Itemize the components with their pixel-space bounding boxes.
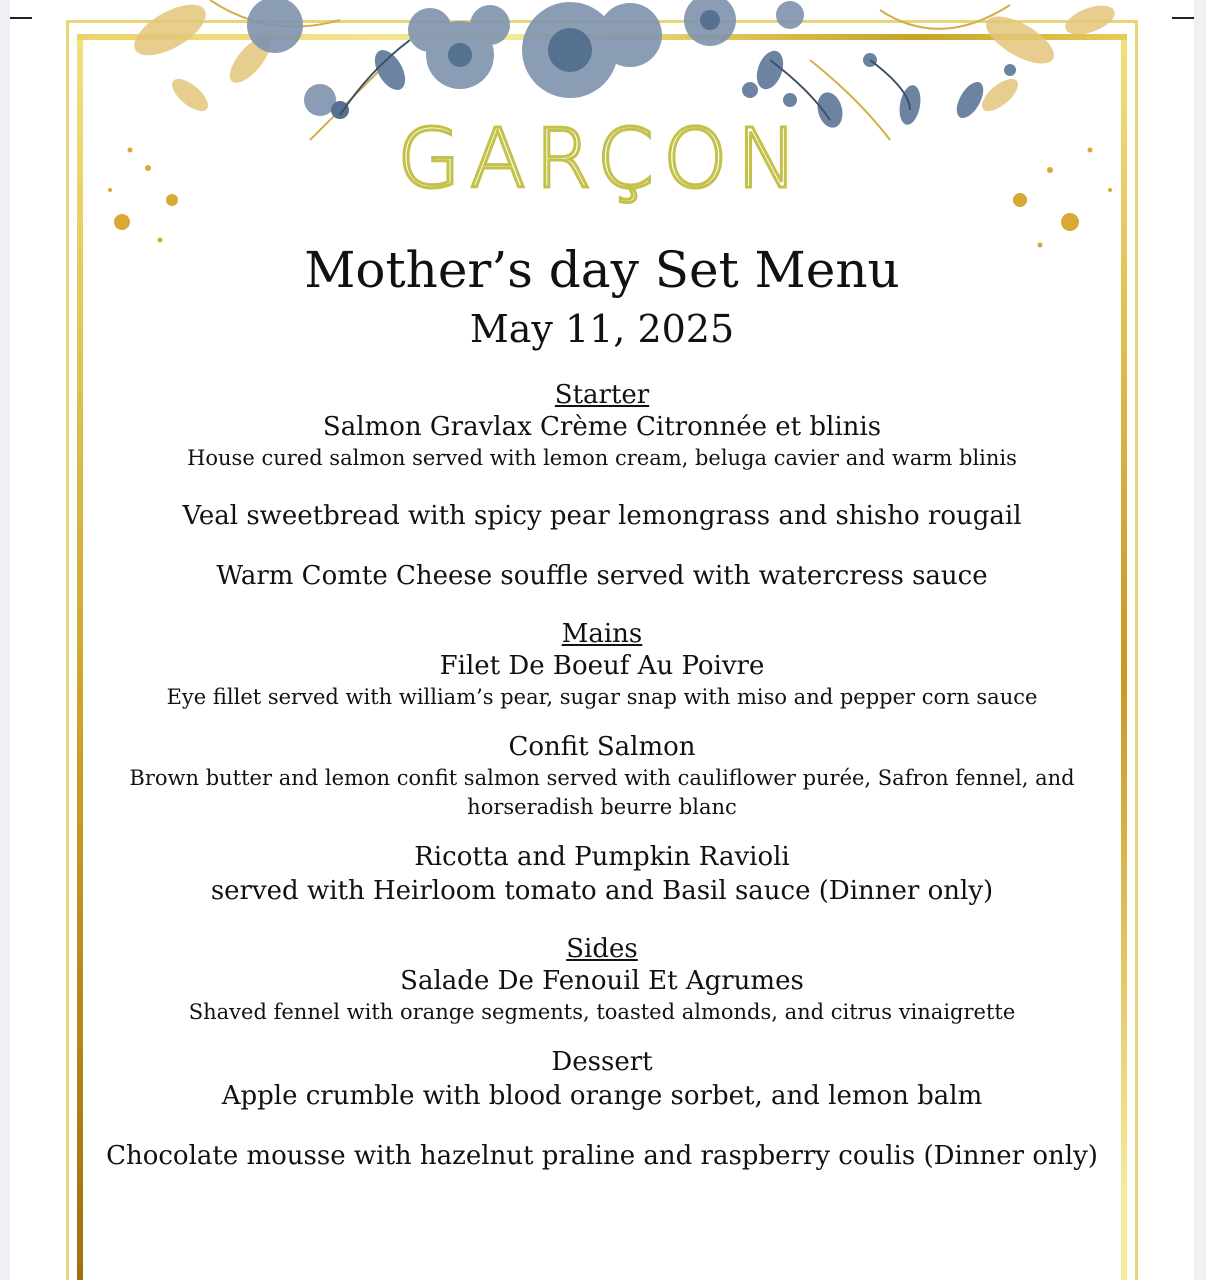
- menu-content: [10, 238, 1194, 1173]
- dish-name: Salade De Fenouil Et Agrumes: [400, 966, 804, 996]
- dish-description: Shaved fennel with orange segments, toasted almonds, and citrus vinaigrette: [188, 1000, 1016, 1024]
- dish-name: Ricotta and Pumpkin Ravioli: [414, 842, 790, 872]
- section-heading-starter: Starter: [554, 380, 650, 410]
- section-heading-dessert: Dessert: [551, 1047, 653, 1077]
- section-heading-mains: Mains: [561, 619, 643, 649]
- dish-name: Filet De Boeuf Au Poivre: [439, 651, 765, 681]
- dish-name: Warm Comte Cheese souffle served with watercress sauce: [216, 561, 988, 591]
- dish-name: Salmon Gravlax Crème Citronnée et blinis: [322, 412, 882, 442]
- dish-name: Apple crumble with blood orange sorbet, and lemon balm: [221, 1081, 983, 1111]
- dish-description: Brown butter and lemon confit salmon served with cauliflower purée, Safron fennel, and: [129, 766, 1075, 790]
- menu-date: May 11, 2025: [469, 307, 735, 351]
- menu-title: Mother’s day Set Menu: [304, 241, 900, 299]
- dish-description: House cured salmon served with lemon cream, beluga cavier and warm blinis: [187, 446, 1017, 470]
- dish-description: Eye fillet served with william’s pear, sugar snap with miso and pepper corn sauce: [166, 685, 1038, 709]
- dish-description: horseradish beurre blanc: [467, 795, 737, 819]
- dish-description: served with Heirloom tomato and Basil sauce (Dinner only): [210, 876, 994, 906]
- dish-name: Confit Salmon: [508, 732, 696, 762]
- dish-name: Veal sweetbread with spicy pear lemongrass and shisho rougail: [182, 501, 1022, 531]
- menu-page: [10, 0, 1194, 1280]
- section-heading-sides: Sides: [566, 934, 638, 964]
- dish-name: Chocolate mousse with hazelnut praline and raspberry coulis (Dinner only): [106, 1141, 1098, 1171]
- brand-logo: GARÇON: [397, 112, 807, 207]
